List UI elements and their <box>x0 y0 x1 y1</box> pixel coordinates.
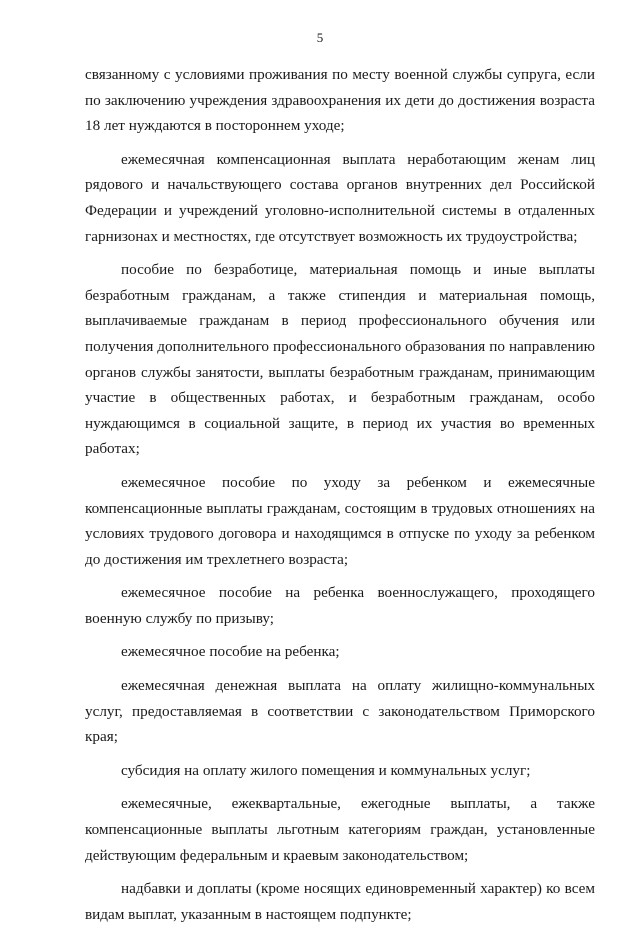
paragraph-8: субсидия на оплату жилого помещения и коммунальных услуг; <box>121 761 531 779</box>
paragraph-6: ежемесячное пособие на ребенка; <box>121 643 340 661</box>
paragraph-1: связанному с условиями проживания по месту военной службы супруга, если по заключению учреждения здравоохранения их дети до достижения возраста 18 лет нуждаются в постороннем уходе; <box>85 66 595 135</box>
page-number: 5 <box>316 30 324 45</box>
paragraph-3: пособие по безработице, материальная помощь и иные выплаты безработным гражданам, а также стипендия и материальная помощь, выплачиваемые гражданам в период профессионального обучения или получения дополнительного профессионального образования по направлению органов службы занятости, выплаты безработным гражданам, принимающим участие в общественных работах, и безработным гражданам, особо нуждающимся в социальной защите, в период их участия во временных работах; <box>85 261 595 458</box>
paragraph-2: ежемесячная компенсационная выплата неработающим женам лиц рядового и начальствующего состава органов внутренних дел Российской Федерации и учреждений уголовно-исполнительной системы в отдаленных гарнизонах и местностях, где отсутствует возможность их трудоустройства; <box>85 150 595 245</box>
paragraph-10: надбавки и доплаты (кроме носящих единовременный характер) ко всем видам выплат, указанным в настоящем подпункте; <box>85 880 595 923</box>
paragraph-5: ежемесячное пособие на ребенка военнослужащего, проходящего военную службу по призыву; <box>85 584 595 627</box>
paragraph-7: ежемесячная денежная выплата на оплату жилищно-коммунальных услуг, предоставляемая в соответствии с законодательством Приморского края; <box>85 677 595 746</box>
document-body <box>85 62 595 927</box>
paragraph-4: ежемесячное пособие по уходу за ребенком и ежемесячные компенсационные выплаты гражданам, состоящим в трудовых отношениях на условиях трудового договора и находящимся в отпуске по уходу за ребенком до достижения им трехлетнего возраста; <box>85 473 595 568</box>
paragraph-9: ежемесячные, ежеквартальные, ежегодные выплаты, а также компенсационные выплаты льготным категориям граждан, установленные действующим федеральным и краевым законодательством; <box>85 795 595 864</box>
